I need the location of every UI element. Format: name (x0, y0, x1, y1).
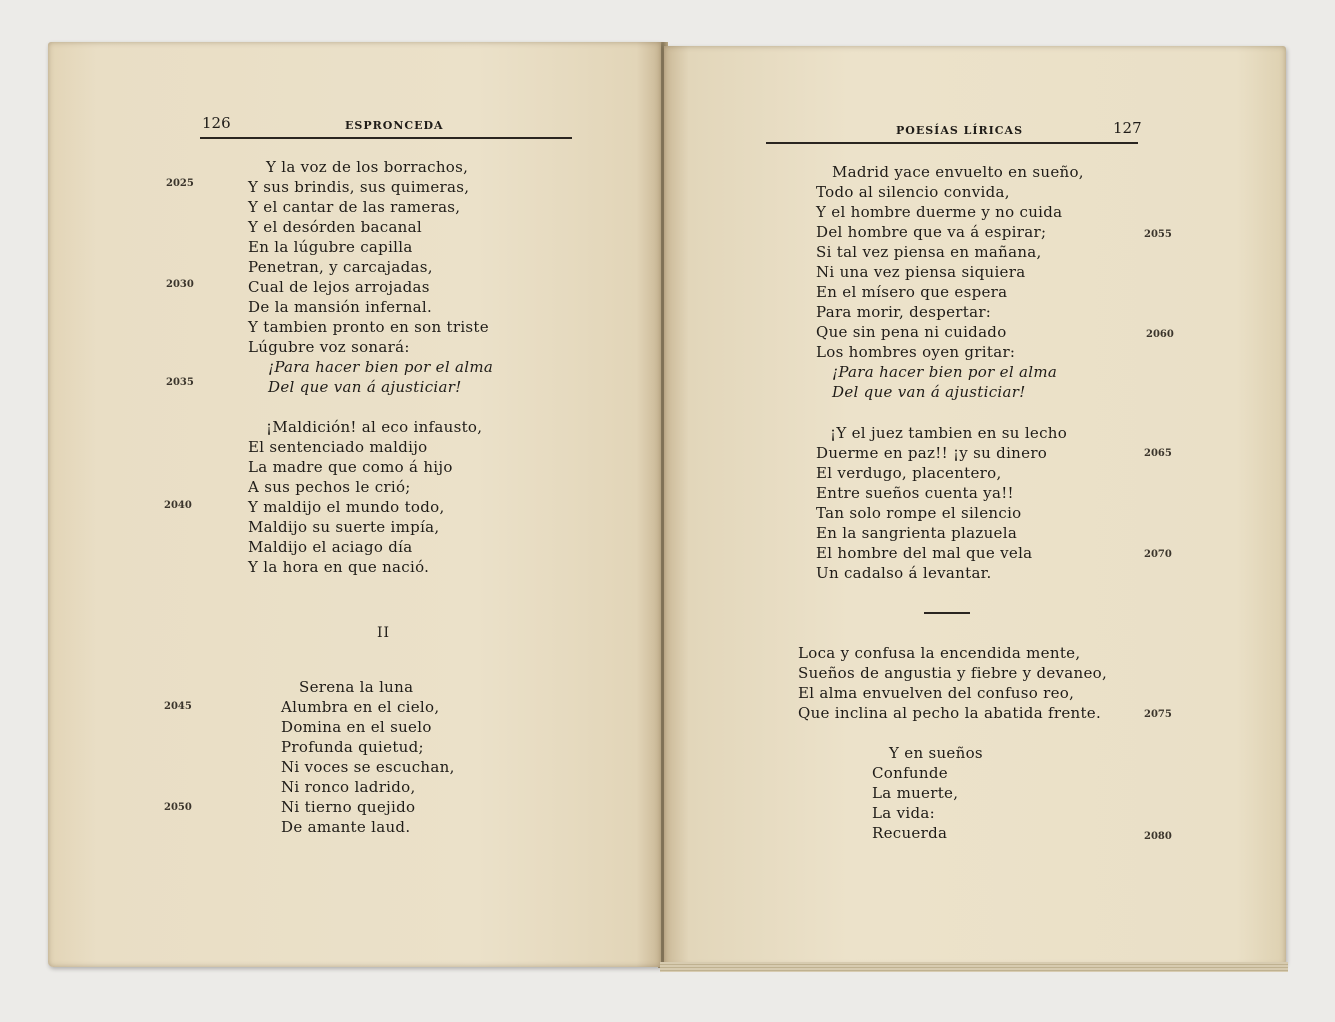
verse-line: Todo al silencio convida, (816, 183, 1010, 201)
verse-line: De amante laud. (281, 818, 411, 836)
verse-line: Y tambien pronto en son triste (248, 318, 489, 336)
verse-line: El verdugo, placentero, (816, 464, 1002, 482)
line-number: 2030 (166, 279, 194, 290)
line-number: 2050 (164, 802, 192, 813)
line-number: 2075 (1144, 709, 1172, 720)
header-rule (200, 137, 572, 139)
verse-line: Sueños de angustia y fiebre y devaneo, (798, 664, 1108, 682)
verse-line: Y la hora en que nació. (248, 558, 430, 576)
verse-line: Y el hombre duerme y no cuida (816, 203, 1063, 221)
verse-line: Serena la luna (299, 678, 414, 696)
right-page (664, 46, 1286, 966)
line-number: 2055 (1144, 229, 1172, 240)
refrain-line: Del que van á ajusticiar! (832, 383, 1026, 401)
section-divider (924, 612, 970, 614)
verse-line: Lúgubre voz sonará: (248, 338, 410, 356)
verse-line: El hombre del mal que vela (816, 544, 1033, 562)
verse-line: El alma envuelven del confuso reo, (798, 684, 1075, 702)
verse-line: Y en sueños (889, 744, 983, 762)
left-page (48, 42, 661, 967)
verse-line: Profunda quietud; (281, 738, 424, 756)
verse-line: Para morir, despertar: (816, 303, 992, 321)
page-number: 126 (202, 114, 231, 132)
verse-line: Madrid yace envuelto en sueño, (832, 163, 1084, 181)
refrain-line: Del que van á ajusticiar! (268, 378, 462, 396)
verse-line: Ni ronco ladrido, (281, 778, 416, 796)
line-number: 2065 (1144, 448, 1172, 459)
verse-line: Si tal vez piensa en mañana, (816, 243, 1042, 261)
verse-line: Y sus brindis, sus quimeras, (248, 178, 470, 196)
verse-line: Maldijo el aciago día (248, 538, 413, 556)
verse-line: Y el cantar de las rameras, (248, 198, 461, 216)
verse-line: Que inclina al pecho la abatida frente. (798, 704, 1102, 722)
verse-line: Cual de lejos arrojadas (248, 278, 430, 296)
verse-line: Maldijo su suerte impía, (248, 518, 440, 536)
verse-line: Loca y confusa la encendida mente, (798, 644, 1081, 662)
refrain-line: ¡Para hacer bien por el alma (832, 363, 1058, 381)
verse-line: Y maldijo el mundo todo, (248, 498, 445, 516)
verse-line: La madre que como á hijo (248, 458, 453, 476)
verse-line: Un cadalso á levantar. (816, 564, 992, 582)
verse-line: Alumbra en el cielo, (281, 698, 440, 716)
verse-line: En la lúgubre capilla (248, 238, 413, 256)
verse-line: Y el desórden bacanal (248, 218, 422, 236)
running-head: POESÍAS LÍRICAS (896, 124, 1024, 137)
header-rule (766, 142, 1138, 144)
verse-line: El sentenciado maldijo (248, 438, 428, 456)
verse-line: Ni tierno quejido (281, 798, 416, 816)
line-number: 2035 (166, 377, 194, 388)
verse-line: Del hombre que va á espirar; (816, 223, 1047, 241)
verse-line: ¡Maldición! al eco infausto, (266, 418, 483, 436)
verse-line: Tan solo rompe el silencio (816, 504, 1022, 522)
line-number: 2070 (1144, 549, 1172, 560)
verse-line: De la mansión infernal. (248, 298, 433, 316)
section-heading: II (377, 625, 391, 641)
verse-line: A sus pechos le crió; (248, 478, 411, 496)
verse-line: Duerme en paz!! ¡y su dinero (816, 444, 1048, 462)
verse-line: Recuerda (872, 824, 948, 842)
refrain-line: ¡Para hacer bien por el alma (268, 358, 494, 376)
verse-line: ¡Y el juez tambien en su lecho (830, 424, 1068, 442)
running-head: ESPRONCEDA (345, 119, 444, 132)
verse-line: Que sin pena ni cuidado (816, 323, 1007, 341)
line-number: 2060 (1146, 329, 1174, 340)
verse-line: La vida: (872, 804, 935, 822)
verse-line: La muerte, (872, 784, 959, 802)
verse-line: Ni una vez piensa siquiera (816, 263, 1026, 281)
page-number: 127 (1113, 119, 1142, 137)
line-number: 2045 (164, 701, 192, 712)
verse-line: Ni voces se escuchan, (281, 758, 455, 776)
line-number: 2080 (1144, 831, 1172, 842)
line-number: 2040 (164, 500, 192, 511)
verse-line: Los hombres oyen gritar: (816, 343, 1016, 361)
verse-line: Domina en el suelo (281, 718, 432, 736)
verse-line: Penetran, y carcajadas, (248, 258, 433, 276)
verse-line: Y la voz de los borrachos, (266, 158, 469, 176)
line-number: 2025 (166, 178, 194, 189)
verse-line: Entre sueños cuenta ya!! (816, 484, 1014, 502)
verse-line: En la sangrienta plazuela (816, 524, 1018, 542)
verse-line: Confunde (872, 764, 948, 782)
verse-line: En el mísero que espera (816, 283, 1008, 301)
page-stack-edge (660, 962, 1288, 972)
